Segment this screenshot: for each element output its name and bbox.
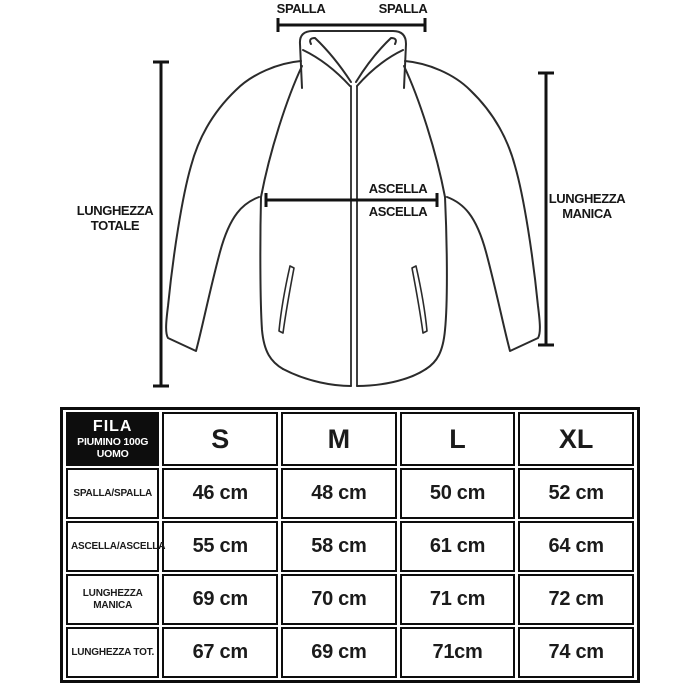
size-header-l: L <box>400 412 516 466</box>
table-row-ascella <box>66 521 634 572</box>
value-ascella-m: 58 cm <box>281 521 397 572</box>
hem-line <box>283 369 426 386</box>
collar-seam-left <box>303 50 350 86</box>
brand-name: FILA <box>92 417 133 435</box>
pocket-left <box>279 266 294 333</box>
spalla-left-label: SPALLA <box>276 1 326 16</box>
ascella-top-label: ASCELLA <box>368 181 428 196</box>
pocket-right <box>412 266 427 333</box>
lunghezza-totale-label-line1: LUNGHEZZA <box>76 203 154 218</box>
value-tot-s: 67 cm <box>162 627 278 678</box>
value-spalla-xl: 52 cm <box>518 468 634 519</box>
gender-label: UOMO <box>96 448 129 461</box>
collar-seam-right <box>357 50 403 86</box>
body-right-edge <box>426 197 447 369</box>
size-header-m: M <box>281 412 397 466</box>
size-header-xl: XL <box>518 412 634 466</box>
value-spalla-s: 46 cm <box>162 468 278 519</box>
size-chart-table <box>60 407 640 683</box>
value-ascella-xl: 64 cm <box>518 521 634 572</box>
value-manica-s: 69 cm <box>162 574 278 625</box>
value-tot-xl: 74 cm <box>518 627 634 678</box>
product-name: PIUMINO 100G <box>77 436 149 449</box>
size-header-s: S <box>162 412 278 466</box>
brand-header-cell <box>66 412 159 466</box>
lunghezza-manica-label-line2: MANICA <box>562 206 612 221</box>
table-header-row <box>66 412 634 466</box>
row-label-lunghezza-tot: LUNGHEZZA TOT. <box>66 627 159 678</box>
lunghezza-totale-label <box>70 203 160 233</box>
value-manica-m: 70 cm <box>281 574 397 625</box>
value-tot-m: 69 cm <box>281 627 397 678</box>
left-raglan-seam <box>261 66 302 197</box>
right-raglan-seam <box>404 66 445 197</box>
ascella-bottom-label: ASCELLA <box>368 204 428 219</box>
value-tot-l: 71cm <box>400 627 516 678</box>
left-sleeve-outline <box>166 61 301 351</box>
body-left-edge <box>260 197 283 369</box>
value-ascella-l: 61 cm <box>400 521 516 572</box>
collar-inner-v-right <box>356 38 396 82</box>
value-manica-xl: 72 cm <box>518 574 634 625</box>
lunghezza-manica-label <box>546 191 628 221</box>
lunghezza-manica-label-line1: LUNGHEZZA <box>548 191 626 206</box>
spalla-right-label: SPALLA <box>378 1 428 16</box>
spalla-measure-line <box>278 18 425 32</box>
table-row-lunghezza-tot <box>66 627 634 678</box>
table-row-lunghezza-manica <box>66 574 634 625</box>
zipper-line <box>351 86 357 386</box>
collar-inner-v-left <box>310 38 351 82</box>
row-label-ascella: ASCELLA/ASCELLA <box>66 521 159 572</box>
row-label-spalla: SPALLA/SPALLA <box>66 468 159 519</box>
value-ascella-s: 55 cm <box>162 521 278 572</box>
table-row-spalla <box>66 468 634 519</box>
value-spalla-l: 50 cm <box>400 468 516 519</box>
lunghezza-totale-label-line2: TOTALE <box>90 218 140 233</box>
value-manica-l: 71 cm <box>400 574 516 625</box>
row-label-lunghezza-manica: LUNGHEZZA MANICA <box>66 574 159 625</box>
value-spalla-m: 48 cm <box>281 468 397 519</box>
